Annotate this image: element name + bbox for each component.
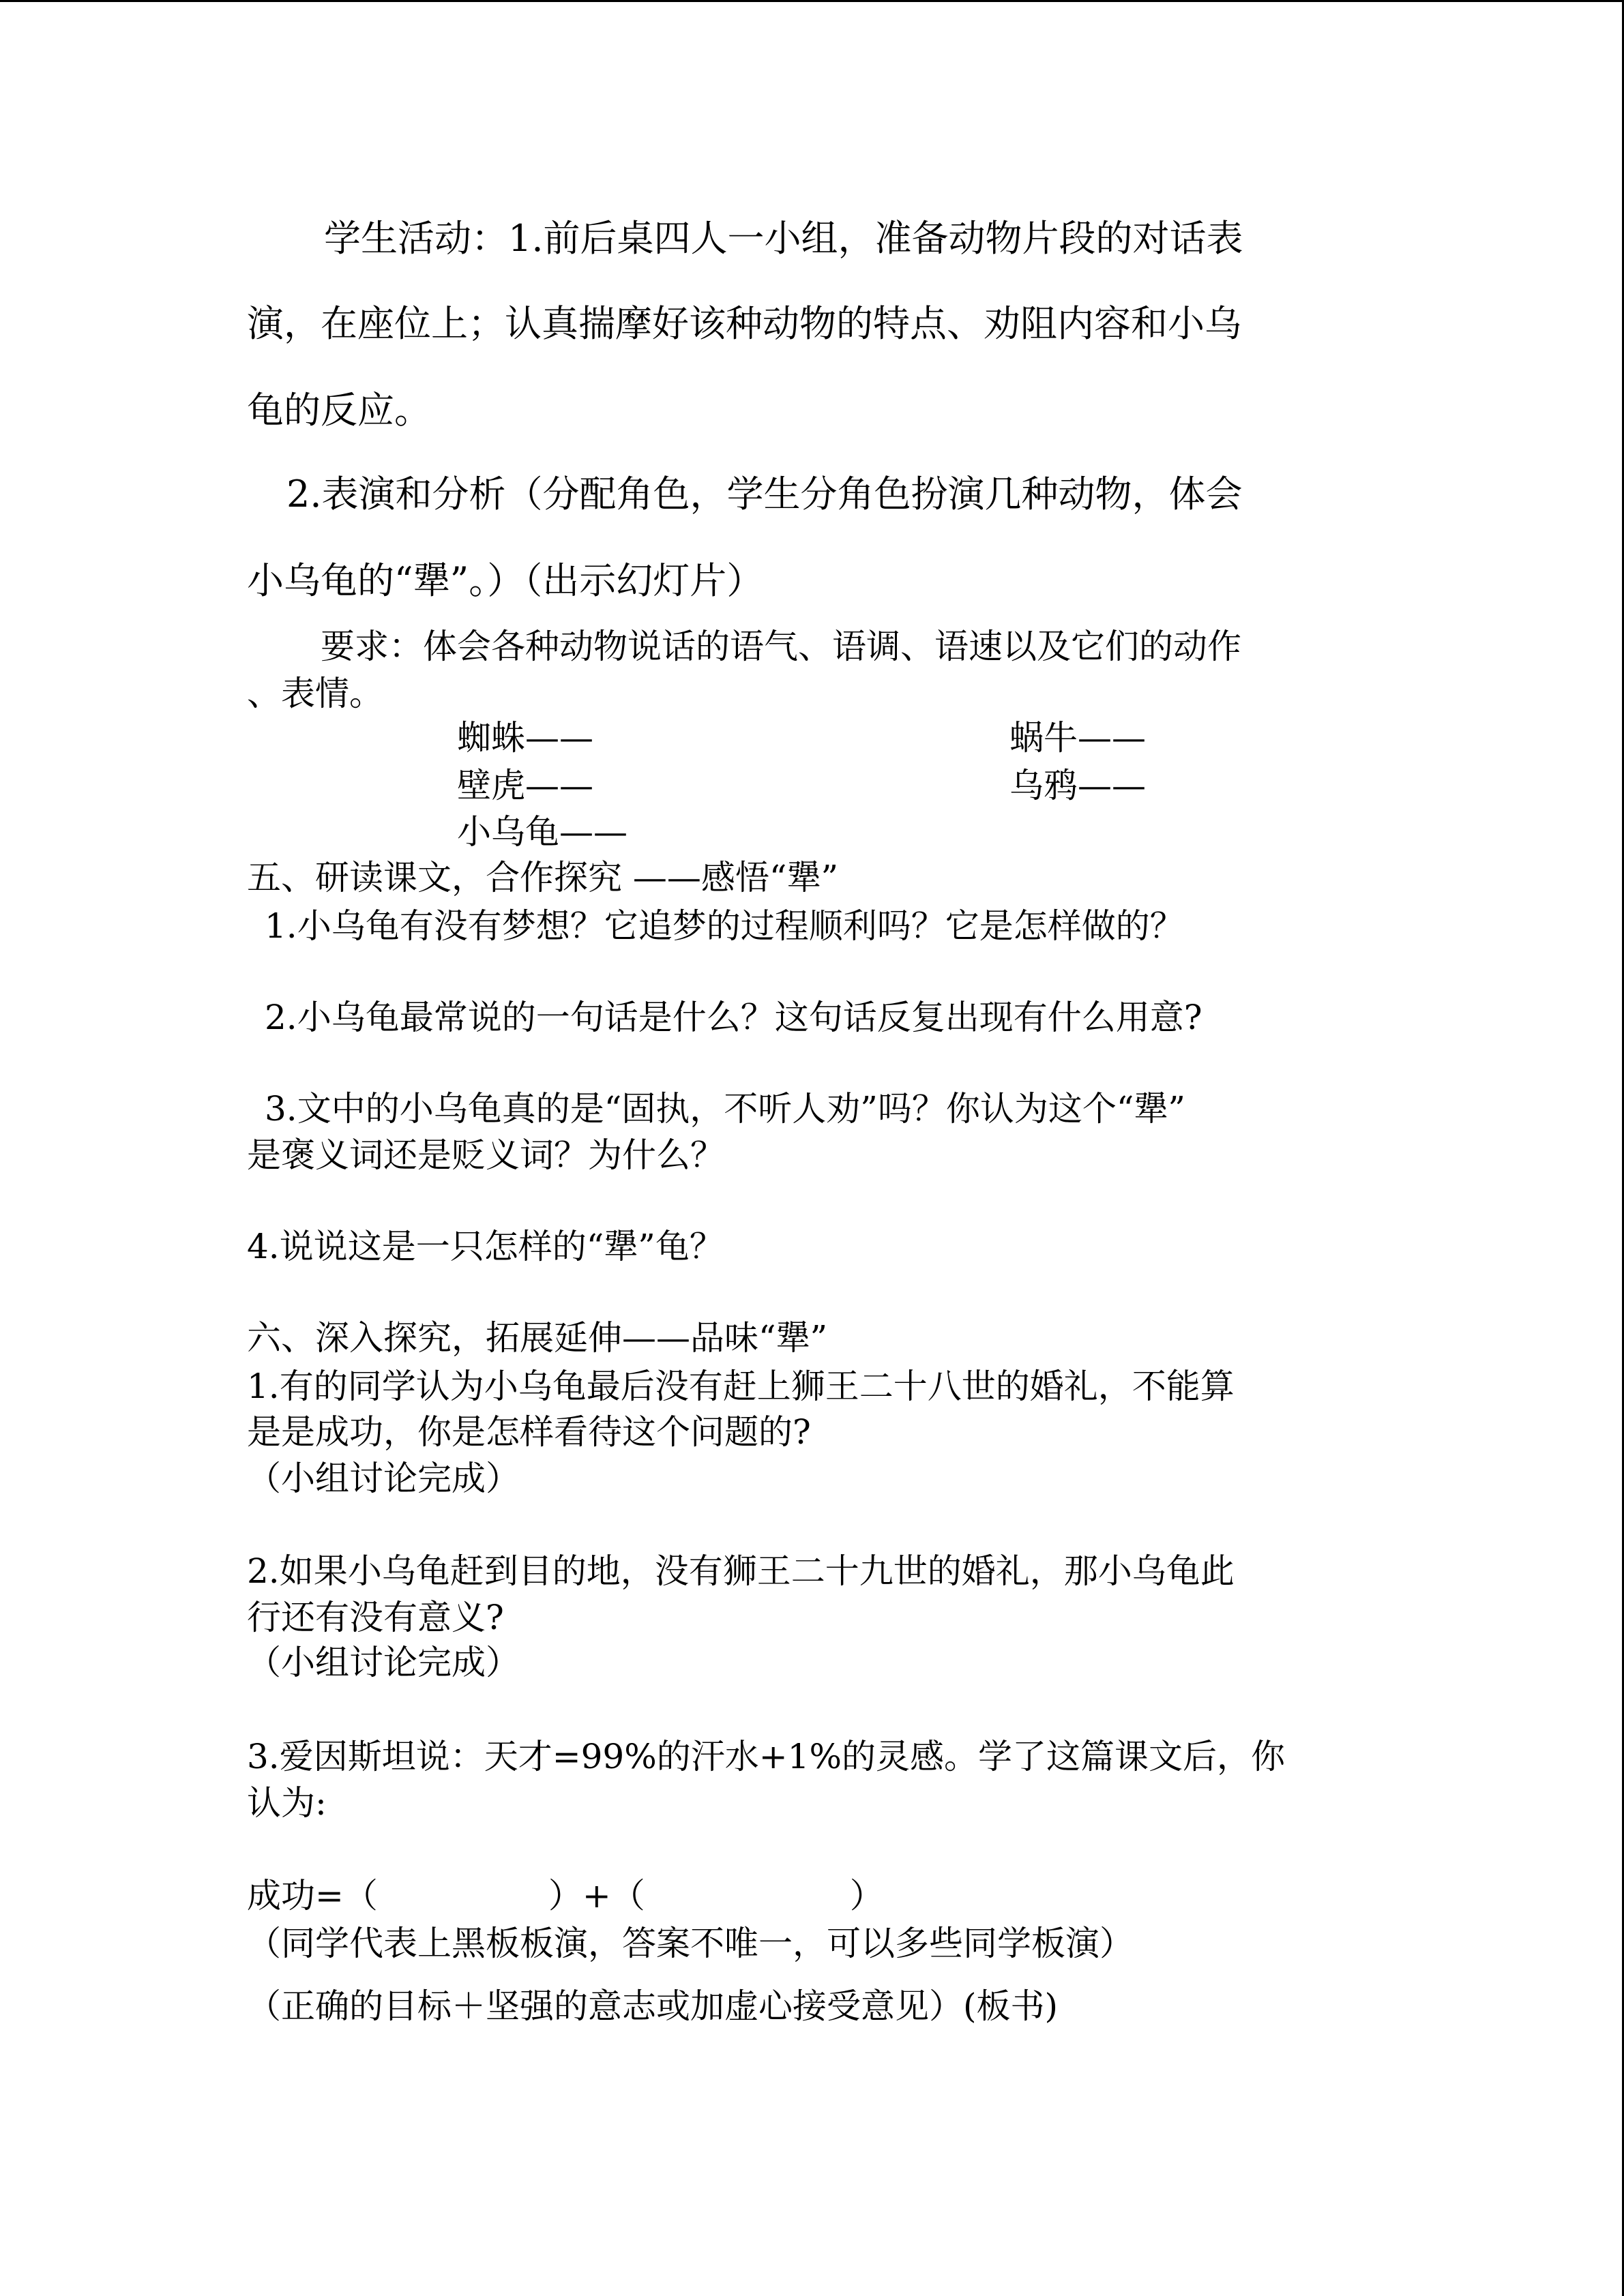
page-top-border: [0, 0, 1624, 2]
section6-question-1-line2: 是是成功，你是怎样看待这个问题的?: [247, 1412, 811, 1452]
section6-question-2-line1: 2.如果小乌龟赶到目的地，没有狮王二十九世的婚礼，那小乌龟此: [247, 1551, 1235, 1591]
role-turtle: 小乌龟——: [457, 812, 628, 852]
role-crow: 乌鸦——: [1009, 766, 1146, 805]
section5-question-3-line2: 是褒义词还是贬义词？为什么？: [247, 1135, 724, 1175]
role-snail: 蜗牛——: [1009, 718, 1146, 758]
section5-question-1: 1.小乌龟有没有梦想？它追梦的过程顺利吗？它是怎样做的？: [265, 906, 1184, 946]
requirement-line1: 要求：体会各种动物说话的语气、语调、语速以及它们的动作: [321, 627, 1241, 666]
section6-heading: 六、深入探究，拓展延伸——品味“犟”: [247, 1318, 828, 1358]
role-spider: 蜘蛛——: [457, 718, 593, 758]
requirement-line2: 、表情。: [247, 674, 383, 713]
board-note: （同学代表上黑板板演，答案不唯一，可以多些同学板演）: [247, 1924, 1134, 1963]
section5-heading: 五、研读课文，合作探究 ——感悟“犟”: [247, 858, 839, 897]
section6-question-1-note: （小组讨论完成）: [247, 1459, 520, 1498]
section5-question-3-line1: 3.文中的小乌龟真的是“固执，不听人劝”吗？你认为这个“犟”: [265, 1089, 1185, 1129]
section6-question-3-line2: 认为:: [247, 1783, 327, 1823]
section6-question-2-note: （小组讨论完成）: [247, 1643, 520, 1682]
success-formula: 成功=（ ）+（ ）: [247, 1876, 884, 1915]
activity-intro: 学生活动：1.前后桌四人一小组，准备动物片段的对话表: [324, 217, 1243, 260]
board-answer: （正确的目标＋坚强的意志或加虚心接受意见）(板书): [247, 1986, 1059, 2026]
section6-question-3-line1: 3.爱因斯坦说：天才=99%的汗水+1%的灵感。学了这篇课文后，你: [247, 1737, 1285, 1776]
section5-question-4: 4.说说这是一只怎样的“犟”龟？: [247, 1227, 724, 1266]
activity-line-2: 演，在座位上；认真揣摩好该种动物的特点、劝阻内容和小乌: [247, 302, 1241, 345]
section5-question-2: 2.小乌龟最常说的一句话是什么？这句话反复出现有什么用意?: [265, 998, 1202, 1037]
activity-item2-line1: 2.表演和分析（分配角色，学生分角色扮演几种动物，体会: [286, 473, 1243, 516]
activity-item2-line2: 小乌龟的“犟”。）（出示幻灯片）: [247, 559, 764, 602]
section6-question-1-line1: 1.有的同学认为小乌龟最后没有赶上狮王二十八世的婚礼，不能算: [247, 1367, 1235, 1406]
section6-question-2-line2: 行还有没有意义?: [247, 1598, 504, 1637]
activity-line-3: 龟的反应。: [247, 389, 431, 432]
role-gecko: 壁虎——: [457, 766, 593, 805]
